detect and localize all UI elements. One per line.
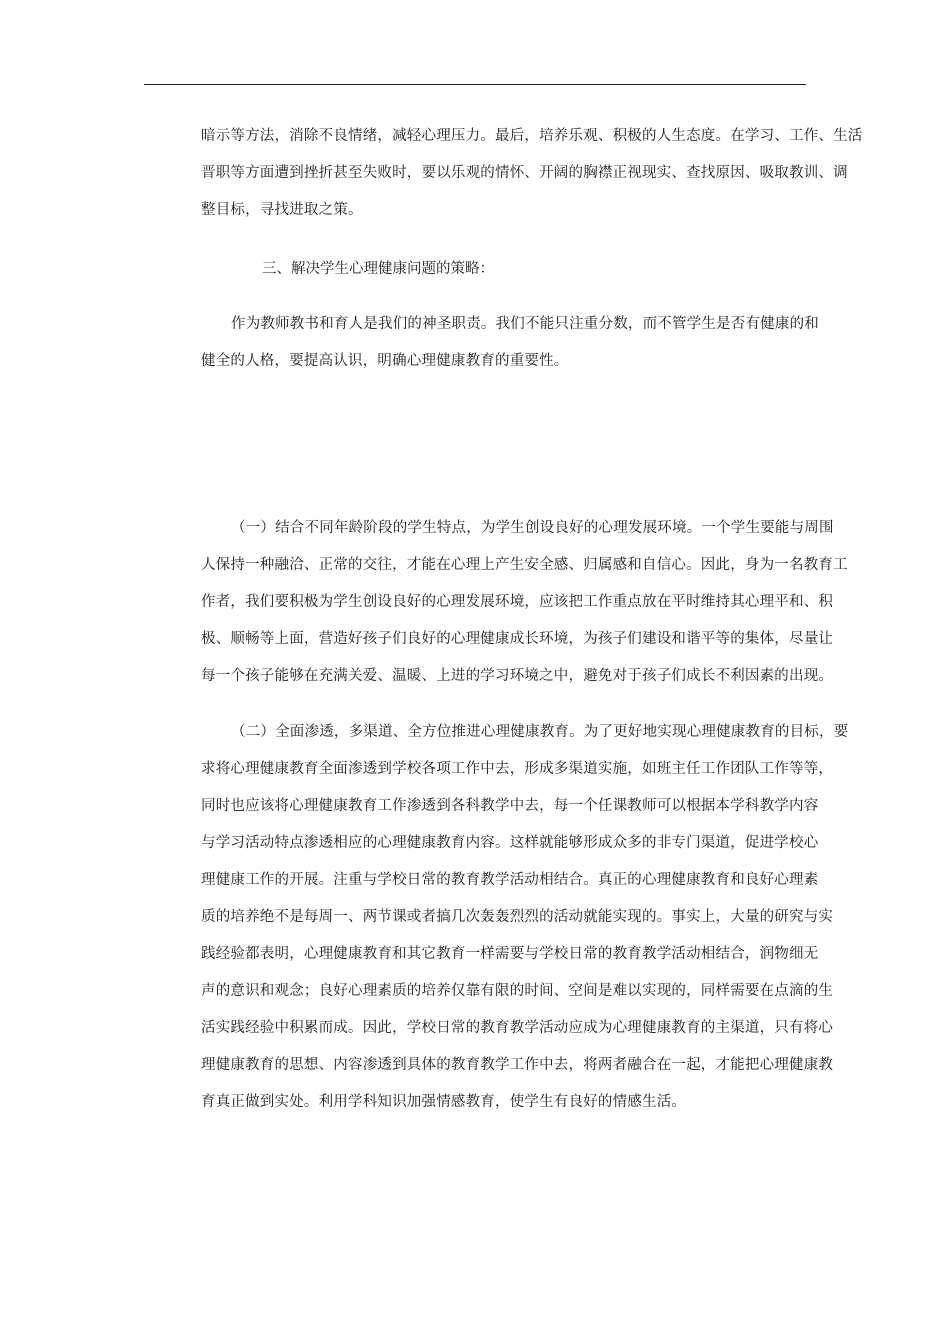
text-line: 同时也应该将心理健康教育工作渗透到各科教学中去，每一个任课教师可以根据本学科教学内容: [201, 798, 819, 814]
text-line: 作者，我们要积极为学生创设良好的心理发展环境，应该把工作重点放在平时维持其心理平和、积: [201, 594, 834, 610]
text-line: 声的意识和观念；良好心理素质的培养仅靠有限的时间、空间是难以实现的，同样需要在点滴的生: [201, 983, 834, 999]
text-line: 质的培养绝不是每周一、两节课或者搞几次轰轰烈烈的活动就能实现的。事实上，大量的研究与实: [201, 909, 834, 925]
text-line: 健全的人格，要提高认识，明确心理健康教育的重要性。: [201, 353, 569, 369]
text-line: 活实践经验中积累而成。因此，学校日常的教育教学活动应成为心理健康教育的主渠道，只有将心: [201, 1020, 834, 1036]
text-line: 极、顺畅等上面，营造好孩子们良好的心理健康成长环境，为孩子们建设和谐平等的集体，尽量让: [201, 631, 834, 647]
text-line: 与学习活动特点渗透相应的心理健康教育内容。这样就能够形成众多的非专门渠道，促进学校心: [201, 835, 819, 851]
text-line: 理健康工作的开展。注重与学校日常的教育教学活动相结合。真正的心理健康教育和良好心理素: [201, 872, 819, 888]
section-heading: 三、解决学生心理健康问题的策略：: [262, 261, 494, 277]
paragraph-strategy-one: [201, 510, 848, 695]
text-line: 践经验都表明，心理健康教育和其它教育一样需要与学校日常的教育教学活动相结合，润物细无: [201, 946, 819, 962]
text-line: （二）全面渗透，多渠道、全方位推进心理健康教育。为了更好地实现心理健康教育的目标，要: [231, 724, 849, 740]
text-line: 暗示等方法，消除不良情绪，减轻心理压力。最后，培养乐观、积极的人生态度。在学习、工作、生活: [201, 128, 863, 144]
text-line: 求将心理健康教育全面渗透到学校各项工作中去，形成多渠道实施，如班主任工作团队工作等等，: [201, 761, 834, 777]
text-line: （一）结合不同年龄阶段的学生特点，为学生创设良好的心理发展环境。一个学生要能与周围: [231, 520, 834, 536]
text-line: 理健康教育的思想、内容渗透到具体的教育教学工作中去，将两者融合在一起，才能把心理健康教: [201, 1057, 834, 1073]
paragraph-intro: [201, 306, 819, 380]
text-line: 育真正做到实处。利用学科知识加强情感教育，使学生有良好的情感生活。: [201, 1094, 687, 1110]
text-line: 作为教师教书和育人是我们的神圣职责。我们不能只注重分数，而不管学生是否有健康的和: [231, 316, 819, 332]
paragraph-strategy-two: [201, 714, 849, 1121]
paragraph-continued: [201, 118, 863, 229]
text-line: 每一个孩子能够在充满关爱、温暖、上进的学习环境之中，避免对于孩子们成长不利因素的出现。: [201, 668, 834, 684]
text-line: 人保持一种融洽、正常的交往，才能在心理上产生安全感、归属感和自信心。因此，身为一名教育工: [201, 557, 848, 573]
header-rule: [144, 84, 806, 85]
text-line: 整目标，寻找进取之策。: [201, 202, 363, 218]
text-line: 晋职等方面遭到挫折甚至失败时，要以乐观的情怀、开阔的胸襟正视现实、查找原因、吸取教训、调: [201, 165, 848, 181]
